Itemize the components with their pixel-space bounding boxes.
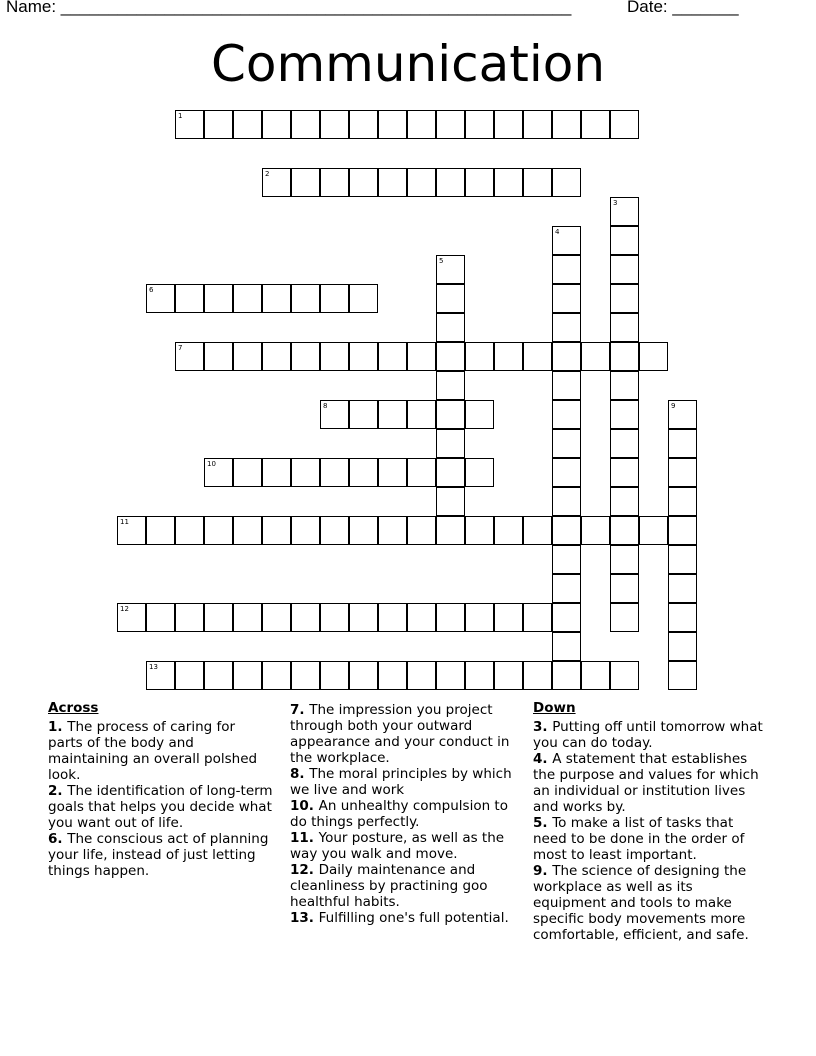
crossword-cell[interactable] — [610, 545, 639, 574]
crossword-cell[interactable] — [523, 661, 552, 690]
crossword-cell[interactable] — [378, 400, 407, 429]
crossword-cell[interactable] — [465, 603, 494, 632]
clue-number-7: 7 — [178, 344, 183, 352]
clue-number: 1. — [48, 719, 68, 735]
crossword-cell[interactable] — [552, 516, 581, 545]
crossword-cell[interactable] — [291, 342, 320, 371]
crossword-cell[interactable] — [262, 603, 291, 632]
clue-item — [48, 831, 273, 879]
clue-item — [533, 863, 768, 943]
crossword-cell[interactable] — [233, 110, 262, 139]
crossword-cell[interactable] — [436, 661, 465, 690]
crossword-cell[interactable] — [436, 110, 465, 139]
crossword-cell[interactable] — [552, 458, 581, 487]
crossword-cell[interactable] — [320, 516, 349, 545]
crossword-cell[interactable] — [291, 168, 320, 197]
crossword-cell[interactable] — [610, 603, 639, 632]
crossword-cell[interactable] — [610, 197, 639, 226]
crossword-cell[interactable] — [175, 284, 204, 313]
crossword-cell[interactable] — [668, 429, 697, 458]
crossword-cell[interactable] — [581, 661, 610, 690]
crossword-cell[interactable] — [436, 371, 465, 400]
crossword-cell[interactable] — [610, 574, 639, 603]
crossword-cell[interactable] — [494, 603, 523, 632]
crossword-cell[interactable] — [291, 458, 320, 487]
crossword-cell[interactable] — [610, 371, 639, 400]
crossword-cell[interactable] — [610, 226, 639, 255]
clue-item — [290, 766, 522, 798]
crossword-cell[interactable] — [233, 661, 262, 690]
crossword-cell[interactable] — [552, 400, 581, 429]
crossword-cell[interactable] — [320, 400, 349, 429]
crossword-cell[interactable] — [552, 429, 581, 458]
across-clue-list — [48, 719, 273, 879]
crossword-cell[interactable] — [262, 661, 291, 690]
crossword-cell[interactable] — [233, 284, 262, 313]
crossword-cell[interactable] — [523, 342, 552, 371]
clue-text: A statement that establishes the purpose and values for which an individual or institution lives and works by. — [533, 751, 759, 815]
crossword-cell[interactable] — [175, 110, 204, 139]
across-clues-column-continued — [290, 702, 522, 926]
crossword-cell[interactable] — [262, 110, 291, 139]
crossword-cell[interactable] — [552, 603, 581, 632]
clue-number-13: 13 — [149, 663, 158, 671]
crossword-cell[interactable] — [175, 603, 204, 632]
clue-text: The impression you project through both your outward appearance and your conduct in the workplace. — [290, 702, 510, 766]
crossword-cell[interactable] — [320, 458, 349, 487]
clue-text: The moral principles by which we live and work — [290, 766, 512, 798]
crossword-cell[interactable] — [610, 458, 639, 487]
crossword-cell[interactable] — [581, 342, 610, 371]
crossword-cell[interactable] — [378, 168, 407, 197]
crossword-cell[interactable] — [175, 342, 204, 371]
crossword-cell[interactable] — [291, 661, 320, 690]
down-heading: Down — [533, 700, 576, 716]
crossword-cell[interactable] — [349, 516, 378, 545]
crossword-cell[interactable] — [378, 342, 407, 371]
crossword-cell[interactable] — [668, 661, 697, 690]
clue-number: 4. — [533, 751, 553, 767]
crossword-cell[interactable] — [146, 516, 175, 545]
crossword-cell[interactable] — [320, 661, 349, 690]
across-clues-column — [48, 700, 273, 879]
crossword-cell[interactable] — [552, 255, 581, 284]
clue-number: 6. — [48, 831, 68, 847]
clue-number: 2. — [48, 783, 68, 799]
crossword-cell[interactable] — [204, 661, 233, 690]
crossword-cell[interactable] — [465, 458, 494, 487]
clue-item — [533, 719, 768, 751]
clue-number: 13. — [290, 910, 319, 926]
crossword-cell[interactable] — [465, 516, 494, 545]
crossword-cell[interactable] — [552, 284, 581, 313]
crossword-cell[interactable] — [523, 168, 552, 197]
crossword-cell[interactable] — [668, 574, 697, 603]
crossword-cell[interactable] — [668, 487, 697, 516]
crossword-cell[interactable] — [552, 574, 581, 603]
crossword-cell[interactable] — [204, 284, 233, 313]
clue-number-12: 12 — [120, 605, 129, 613]
clue-item — [48, 783, 273, 831]
clue-number-9: 9 — [671, 402, 676, 410]
crossword-cell[interactable] — [233, 458, 262, 487]
clue-number: 7. — [290, 702, 310, 718]
clue-number-6: 6 — [149, 286, 154, 294]
crossword-cell[interactable] — [117, 603, 146, 632]
clue-text: The identification of long-term goals that helps you decide what you want out of life. — [48, 783, 273, 831]
clue-number: 3. — [533, 719, 553, 735]
crossword-cell[interactable] — [436, 603, 465, 632]
crossword-cell[interactable] — [407, 110, 436, 139]
crossword-cell[interactable] — [378, 458, 407, 487]
crossword-cell[interactable] — [407, 400, 436, 429]
across-clue-list-continued — [290, 702, 522, 926]
crossword-cell[interactable] — [175, 516, 204, 545]
clue-number-1: 1 — [178, 112, 183, 120]
clue-item — [533, 751, 768, 815]
crossword-cell[interactable] — [581, 110, 610, 139]
crossword-cell[interactable] — [552, 110, 581, 139]
crossword-cell[interactable] — [320, 168, 349, 197]
crossword-cell[interactable] — [465, 110, 494, 139]
down-clue-list — [533, 719, 768, 943]
clue-text: An unhealthy compulsion to do things perfectly. — [290, 798, 508, 830]
crossword-cell[interactable] — [610, 313, 639, 342]
clue-item — [290, 798, 522, 830]
crossword-cell[interactable] — [552, 545, 581, 574]
crossword-cell[interactable] — [552, 371, 581, 400]
crossword-cell[interactable] — [262, 342, 291, 371]
clue-text: The process of caring for parts of the body and maintaining an overall polshed look. — [48, 719, 258, 783]
crossword-cell[interactable] — [668, 400, 697, 429]
crossword-cell[interactable] — [436, 313, 465, 342]
clue-number: 9. — [533, 863, 553, 879]
name-field-label[interactable]: Name: ______________________________________________________ — [6, 0, 572, 16]
crossword-cell[interactable] — [523, 516, 552, 545]
crossword-cell[interactable] — [610, 516, 639, 545]
clue-number-3: 3 — [613, 199, 618, 207]
clue-text: The conscious act of planning your life, instead of just letting things happen. — [48, 831, 269, 879]
crossword-cell[interactable] — [349, 661, 378, 690]
clue-item — [290, 910, 522, 926]
crossword-cell[interactable] — [407, 342, 436, 371]
clue-text: To make a list of tasks that need to be done in the order of most to least important. — [533, 815, 745, 863]
crossword-cell[interactable] — [378, 603, 407, 632]
clue-number-8: 8 — [323, 402, 328, 410]
clue-number-10: 10 — [207, 460, 216, 468]
crossword-cell[interactable] — [233, 342, 262, 371]
crossword-cell[interactable] — [494, 516, 523, 545]
crossword-cell[interactable] — [407, 661, 436, 690]
crossword-cell[interactable] — [610, 429, 639, 458]
crossword-cell[interactable] — [668, 458, 697, 487]
clue-text: Fulfilling one's full potential. — [318, 910, 509, 926]
crossword-cell[interactable] — [436, 516, 465, 545]
clue-text: Putting off until tomorrow what you can do today. — [533, 719, 763, 751]
crossword-cell[interactable] — [668, 545, 697, 574]
crossword-cell[interactable] — [436, 168, 465, 197]
crossword-cell[interactable] — [639, 516, 668, 545]
crossword-cell[interactable] — [146, 661, 175, 690]
clue-number: 8. — [290, 766, 310, 782]
clue-number: 10. — [290, 798, 319, 814]
across-heading: Across — [48, 700, 99, 716]
crossword-cell[interactable] — [349, 168, 378, 197]
crossword-cell[interactable] — [668, 603, 697, 632]
crossword-cell[interactable] — [146, 603, 175, 632]
crossword-cell[interactable] — [610, 487, 639, 516]
clue-number-11: 11 — [120, 518, 129, 526]
crossword-cell[interactable] — [407, 168, 436, 197]
clue-text: Daily maintenance and cleanliness by practining goo healthful habits. — [290, 862, 488, 910]
crossword-cell[interactable] — [262, 458, 291, 487]
crossword-cell[interactable] — [378, 110, 407, 139]
crossword-cell[interactable] — [146, 284, 175, 313]
crossword-cell[interactable] — [436, 487, 465, 516]
crossword-cell[interactable] — [552, 661, 581, 690]
crossword-cell[interactable] — [349, 342, 378, 371]
crossword-cell[interactable] — [610, 342, 639, 371]
date-field-label[interactable]: Date: _______ — [627, 0, 739, 16]
crossword-cell[interactable] — [291, 603, 320, 632]
crossword-cell[interactable] — [291, 516, 320, 545]
down-clues-column — [533, 700, 768, 943]
crossword-cell[interactable] — [349, 284, 378, 313]
crossword-cell[interactable] — [349, 603, 378, 632]
crossword-cell[interactable] — [610, 400, 639, 429]
crossword-cell[interactable] — [494, 110, 523, 139]
clue-text: The science of designing the workplace as well as its equipment and tools to make specific body movements more comfortable, efficient, and safe. — [533, 863, 749, 943]
crossword-cell[interactable] — [610, 110, 639, 139]
crossword-cell[interactable] — [552, 226, 581, 255]
crossword-cell[interactable] — [552, 313, 581, 342]
crossword-cell[interactable] — [320, 603, 349, 632]
crossword-cell[interactable] — [668, 632, 697, 661]
crossword-cell[interactable] — [465, 342, 494, 371]
crossword-cell[interactable] — [291, 284, 320, 313]
clue-number: 11. — [290, 830, 319, 846]
crossword-cell[interactable] — [378, 516, 407, 545]
crossword-cell[interactable] — [552, 168, 581, 197]
clue-number-5: 5 — [439, 257, 444, 265]
clue-item — [290, 830, 522, 862]
crossword-cell[interactable] — [610, 255, 639, 284]
crossword-cell[interactable] — [610, 284, 639, 313]
crossword-cell[interactable] — [523, 603, 552, 632]
crossword-cell[interactable] — [378, 661, 407, 690]
crossword-cell[interactable] — [349, 110, 378, 139]
crossword-cell[interactable] — [494, 168, 523, 197]
crossword-cell[interactable] — [465, 661, 494, 690]
clue-item — [48, 719, 273, 783]
crossword-cell[interactable] — [436, 458, 465, 487]
crossword-cell[interactable] — [581, 516, 610, 545]
crossword-cell[interactable] — [523, 110, 552, 139]
crossword-cell[interactable] — [668, 516, 697, 545]
crossword-cell[interactable] — [436, 400, 465, 429]
clue-number-4: 4 — [555, 228, 560, 236]
crossword-cell[interactable] — [117, 516, 146, 545]
crossword-cell[interactable] — [407, 603, 436, 632]
clue-number: 12. — [290, 862, 319, 878]
crossword-cell[interactable] — [320, 110, 349, 139]
crossword-cell[interactable] — [407, 458, 436, 487]
crossword-cell[interactable] — [175, 661, 204, 690]
crossword-cell[interactable] — [204, 342, 233, 371]
crossword-cell[interactable] — [204, 110, 233, 139]
clue-item — [290, 702, 522, 766]
crossword-cell[interactable] — [552, 632, 581, 661]
crossword-cell[interactable] — [204, 458, 233, 487]
crossword-cell[interactable] — [436, 255, 465, 284]
clue-item — [533, 815, 768, 863]
crossword-cell[interactable] — [465, 168, 494, 197]
crossword-cell[interactable] — [204, 603, 233, 632]
crossword-cell[interactable] — [349, 458, 378, 487]
crossword-cell[interactable] — [494, 661, 523, 690]
crossword-cell[interactable] — [407, 516, 436, 545]
crossword-cell[interactable] — [436, 342, 465, 371]
crossword-cell[interactable] — [262, 168, 291, 197]
crossword-cell[interactable] — [262, 284, 291, 313]
crossword-cell[interactable] — [204, 516, 233, 545]
crossword-cell[interactable] — [436, 284, 465, 313]
crossword-cell[interactable] — [233, 603, 262, 632]
crossword-cell[interactable] — [349, 400, 378, 429]
clue-number: 5. — [533, 815, 553, 831]
crossword-cell[interactable] — [639, 342, 668, 371]
clue-number-2: 2 — [265, 170, 270, 178]
clue-text: Your posture, as well as the way you walk and move. — [290, 830, 505, 862]
crossword-cell[interactable] — [436, 429, 465, 458]
crossword-cell[interactable] — [262, 516, 291, 545]
crossword-cell[interactable] — [233, 516, 262, 545]
crossword-cell[interactable] — [291, 110, 320, 139]
crossword-cell[interactable] — [552, 487, 581, 516]
crossword-cell[interactable] — [610, 661, 639, 690]
crossword-cell[interactable] — [494, 342, 523, 371]
crossword-cell[interactable] — [320, 284, 349, 313]
crossword-cell[interactable] — [320, 342, 349, 371]
clue-item — [290, 862, 522, 910]
crossword-cell[interactable] — [552, 342, 581, 371]
crossword-cell[interactable] — [465, 400, 494, 429]
puzzle-title: Communication — [210, 35, 606, 93]
